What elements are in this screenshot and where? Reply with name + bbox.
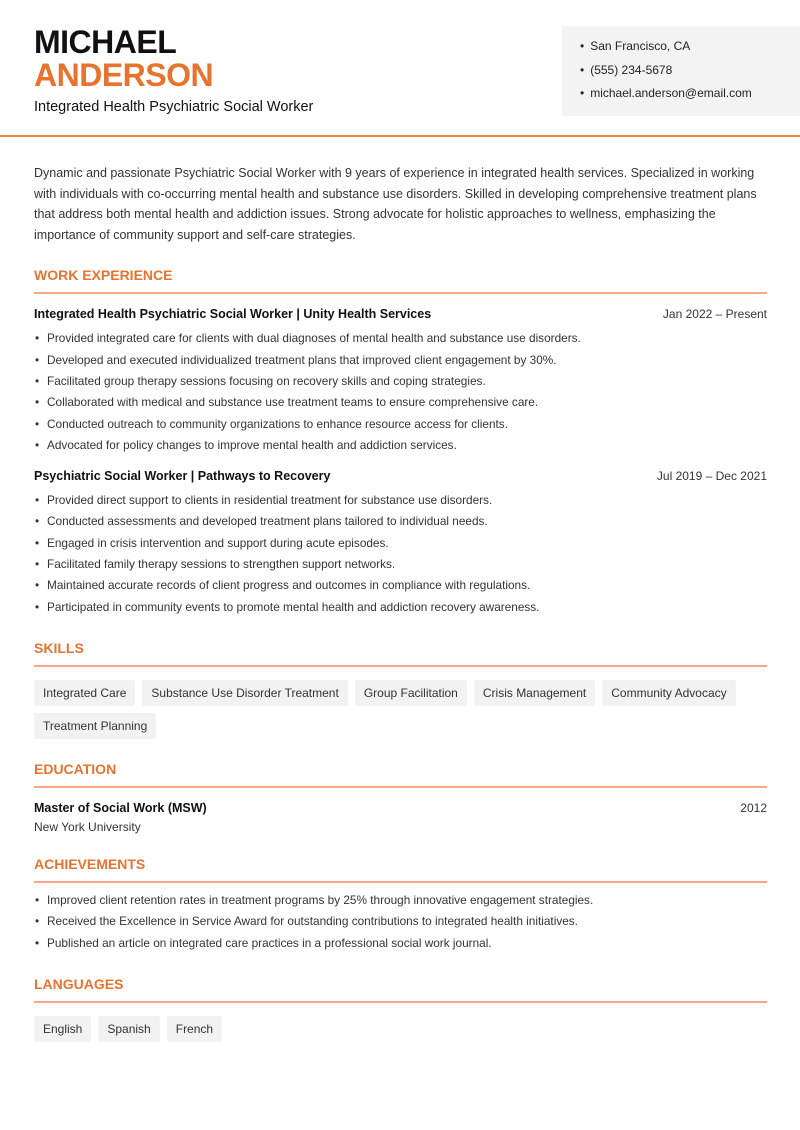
list-item: • Participated in community events to promote mental health and addiction recovery awareness. (34, 597, 767, 618)
achievements-list (34, 890, 767, 954)
resume-body (34, 163, 767, 1042)
contact-box (562, 26, 800, 116)
education-entry (34, 801, 767, 815)
list-item: • Advocated for policy changes to improve mental health and addiction services. (34, 435, 767, 456)
job-date: Jul 2019 – Dec 2021 (656, 469, 767, 484)
job-title-headline: Integrated Health Psychiatric Social Worker (34, 99, 314, 115)
first-name: MICHAEL (34, 24, 177, 60)
skill-tag: Treatment Planning (34, 713, 156, 739)
job-date: Jan 2022 – Present (662, 307, 767, 322)
work-experience-list (34, 307, 767, 618)
list-item: • Conducted outreach to community organizations to enhance resource access for clients. (34, 414, 767, 435)
job-header (34, 307, 767, 321)
language-tag: Spanish (98, 1016, 159, 1042)
header-divider (0, 135, 800, 137)
degree: Master of Social Work (MSW) (34, 800, 207, 815)
languages-list (34, 1016, 767, 1042)
job-header (34, 469, 767, 483)
skills-list (34, 680, 767, 739)
language-tag: English (34, 1016, 91, 1042)
graduation-year: 2012 (740, 800, 767, 815)
list-item: • Collaborated with medical and substance use treatment teams to ensure comprehensive care. (34, 392, 767, 413)
list-item: • Developed and executed individualized treatment plans that improved client engagement by 30%. (34, 350, 767, 371)
section-heading-achievements: ACHIEVEMENTS (34, 856, 767, 883)
list-item: • Provided direct support to clients in residential treatment for substance use disorders. (34, 490, 767, 511)
section-heading-languages: LANGUAGES (34, 976, 767, 1003)
list-item: • Engaged in crisis intervention and support during acute episodes. (34, 533, 767, 554)
section-heading-education: EDUCATION (34, 761, 767, 788)
job-title: Integrated Health Psychiatric Social Worker | Unity Health Services (34, 307, 432, 322)
contact-phone: • (555) 234-5678 (580, 62, 800, 86)
contact-location: • San Francisco, CA (580, 38, 800, 62)
list-item: • Conducted assessments and developed treatment plans tailored to individual needs. (34, 511, 767, 532)
list-item: • Published an article on integrated care practices in a professional social work journal. (34, 933, 767, 954)
school: New York University (34, 819, 141, 834)
list-item: • Provided integrated care for clients with dual diagnoses of mental health and substance use disorders. (34, 328, 767, 349)
section-heading-work: WORK EXPERIENCE (34, 267, 767, 294)
skill-tag: Integrated Care (34, 680, 135, 706)
job-bullets (34, 490, 767, 618)
skill-tag: Group Facilitation (355, 680, 467, 706)
last-name: ANDERSON (34, 57, 214, 93)
language-tag: French (167, 1016, 222, 1042)
list-item: • Facilitated family therapy sessions to strengthen support networks. (34, 554, 767, 575)
skill-tag: Community Advocacy (602, 680, 735, 706)
job-title: Psychiatric Social Worker | Pathways to Recovery (34, 469, 331, 484)
job-bullets (34, 328, 767, 456)
list-item: • Facilitated group therapy sessions focusing on recovery skills and coping strategies. (34, 371, 767, 392)
list-item: • Received the Excellence in Service Award for outstanding contributions to integrated health initiatives. (34, 911, 767, 932)
skill-tag: Substance Use Disorder Treatment (142, 680, 347, 706)
contact-email: • michael.anderson@email.com (580, 85, 800, 109)
skill-tag: Crisis Management (474, 680, 595, 706)
section-heading-skills: SKILLS (34, 640, 767, 667)
summary: Dynamic and passionate Psychiatric Social Worker with 9 years of experience in integrated health services. Specialized in working with individuals with co-occurring mental health and substance use disorders. Skilled in developing comprehensive treatment plans that address both mental health and addiction issues. Strong advocate for holistic approaches to wellness, emphasizing the importance of community support and self-care strategies. (34, 166, 757, 242)
list-item: • Maintained accurate records of client progress and outcomes in compliance with regulations. (34, 575, 767, 596)
list-item: • Improved client retention rates in treatment programs by 25% through innovative engagement strategies. (34, 890, 767, 911)
